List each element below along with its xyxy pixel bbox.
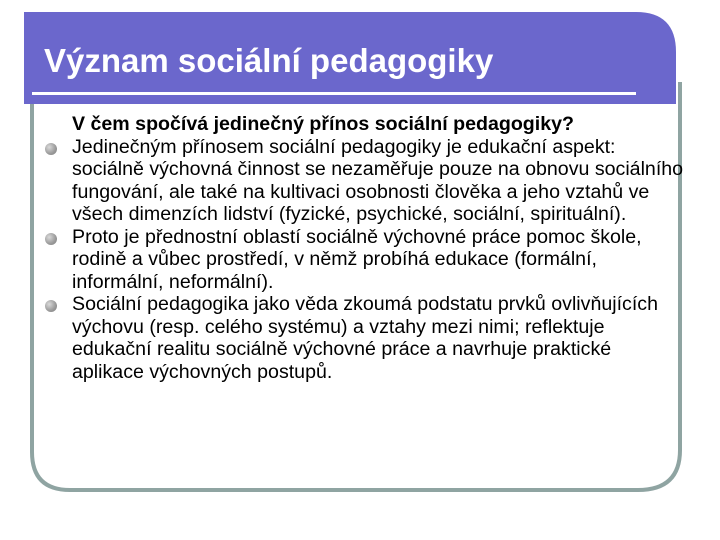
bullet-text: Proto je přednostní oblastí sociálně výchovné práce pomoc škole, rodině a vůbec prostředí, v němž probíhá edukace (formální, informální, neformální). xyxy=(72,225,642,293)
bullet-text: Sociální pedagogika jako věda zkoumá podstatu prvků ovlivňujících výchovu (resp. celého systému) a vztahy mezi nimi; reflektuje edukační realitu sociálně výchovné práce a navrhuje praktické aplikace výchovných postupů. xyxy=(72,293,658,383)
slide-title: Význam sociální pedagogiky xyxy=(44,42,494,79)
bullet-item xyxy=(72,226,684,294)
heading-item xyxy=(72,113,684,136)
bullet-item xyxy=(72,136,684,226)
bullet-icon xyxy=(45,143,57,155)
bullet-icon xyxy=(45,233,57,245)
slide-content xyxy=(72,113,684,383)
bullet-text: Jedinečným přínosem sociální pedagogiky je edukační aspekt: sociálně výchovná činnost se nezaměřuje pouze na obnovu sociálního fungování, ale také na kultivaci osobnosti člověka a jeho vztahů ve všech dimenzích lidství (fyzické, psychické, sociální, spirituální). xyxy=(72,135,684,225)
title-underline xyxy=(32,92,636,95)
bullet-icon xyxy=(45,300,57,312)
bullet-text: V čem spočívá jedinečný přínos sociální pedagogiky? xyxy=(72,113,574,135)
bullet-item xyxy=(72,293,684,383)
